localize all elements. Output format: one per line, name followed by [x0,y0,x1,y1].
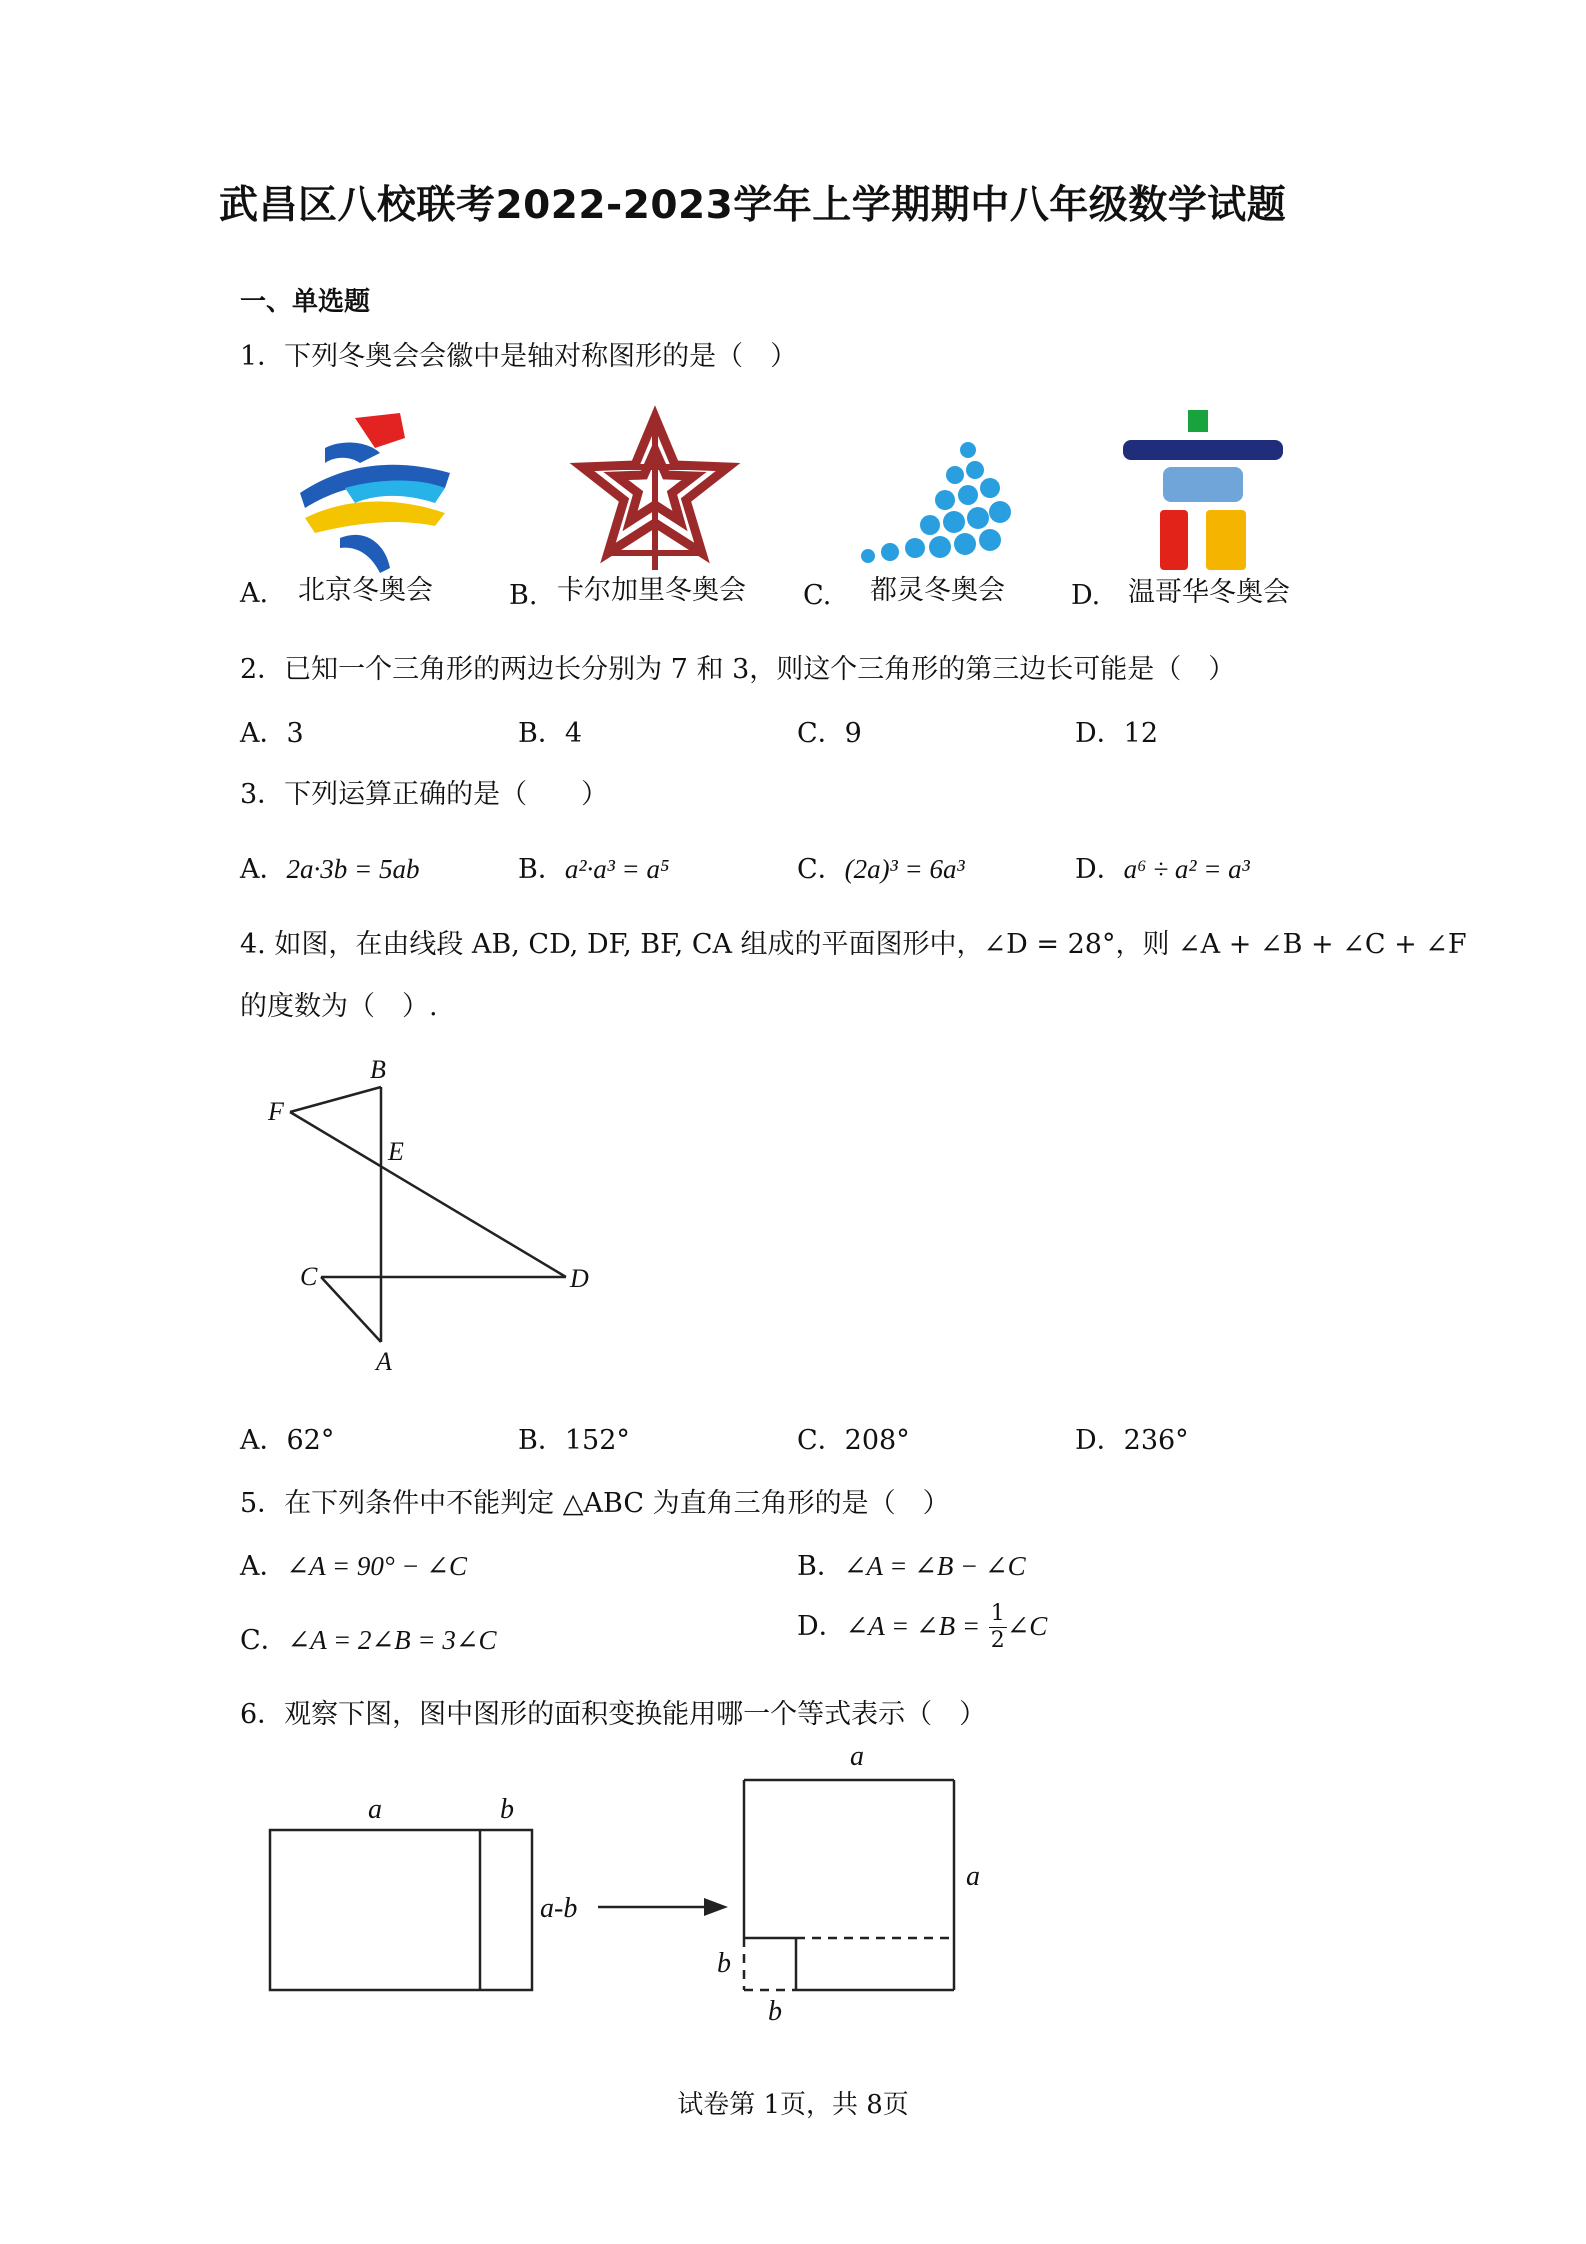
q3-option-d-letter: D． [1075,854,1124,885]
beijing-emblem-icon [285,408,455,578]
q3-option-d-expr: a⁶ ÷ a² = a³ [1123,854,1250,884]
q3-option-d [1075,847,1250,886]
q5-option-c-expr: ∠A = 2∠B = 3∠C [287,1625,497,1655]
label-F: F [268,1097,284,1126]
q1-option-c-caption: 都灵冬奥会 [870,575,1005,606]
q1-option-d-letter: D. [1071,580,1101,611]
page-footer: 试卷第 1页，共 8页 [677,2090,909,2120]
question-4-stem-line1: 4. 如图，在由线段 AB, CD, DF, BF, CA 组成的平面图形中，∠D = 28°，则 ∠A + ∠B + ∠C + ∠F [240,929,1467,960]
label-right-side-a: a [966,1861,980,1892]
q1-option-a-caption: 北京冬奥会 [298,575,433,606]
label-D: D [570,1264,589,1293]
q5-option-d-fraction [989,1603,1007,1652]
fraction-numerator: 1 [990,1601,1005,1626]
question-4-stem-line2: 的度数为（ ）. [240,991,438,1022]
q3-option-c-expr: (2a)³ = 6a³ [844,854,965,884]
q3-option-b [518,847,669,886]
question-2-stem: 2．已知一个三角形的两边长分别为 7 和 3，则这个三角形的第三边长可能是（ ） [240,654,1236,685]
q3-option-c-letter: C． [797,854,845,885]
q1-option-a-letter: A. [240,578,269,609]
q5-option-a-expr: ∠A = 90° − ∠C [286,1551,467,1581]
q5-option-d-expr-post: ∠C [1006,1611,1048,1641]
q4-option-c: C．208° [797,1425,910,1456]
q2-option-c: C．9 [797,718,862,749]
q2-option-b: B．4 [518,718,583,749]
q5-option-d [797,1603,1047,1652]
fraction-denominator: 2 [990,1628,1005,1653]
q5-option-a-letter: A． [240,1551,287,1582]
q4-option-a: A．62° [240,1425,335,1456]
q1-option-c-letter: C. [803,580,832,611]
q5-option-a [240,1544,467,1583]
q5-option-d-expr-pre: ∠A = ∠B = [845,1611,981,1641]
label-C: C [300,1262,318,1291]
label-right-top-a: a [850,1741,864,1772]
q2-option-a: A．3 [240,718,304,749]
q1-option-b-letter: B. [509,580,538,611]
page-title: 武昌区八校联考2022-2023学年上学期期中八年级数学试题 [219,183,1287,228]
vancouver-emblem-icon [1118,405,1288,575]
label-A: A [376,1347,392,1376]
torino-emblem-icon [850,410,1030,570]
label-left-b: b [500,1794,514,1825]
q5-option-d-letter: D． [797,1611,846,1642]
calgary-emblem-icon [570,405,740,575]
q4-option-b: B．152° [518,1425,630,1456]
q5-option-c-letter: C． [240,1625,288,1656]
q3-option-b-expr: a²·a³ = a⁵ [564,854,670,884]
q3-option-a-expr: 2a·3b = 5ab [286,854,420,884]
q2-option-d: D．12 [1075,718,1159,749]
label-left-a: a [368,1794,382,1825]
q1-option-d-caption: 温哥华冬奥会 [1128,577,1290,608]
q3-option-c [797,847,965,886]
label-right-b-bottom: b [768,1996,782,2027]
q3-option-b-letter: B． [518,854,565,885]
label-left-a-minus-b: a-b [540,1893,578,1924]
question-1-stem: 1．下列冬奥会会徽中是轴对称图形的是（ ） [240,341,798,372]
question-5-stem: 5．在下列条件中不能判定 △ABC 为直角三角形的是（ ） [240,1488,950,1519]
question-6-stem: 6．观察下图，图中图形的面积变换能用哪一个等式表示（ ） [240,1699,987,1730]
q1-option-b-caption: 卡尔加里冬奥会 [557,575,746,606]
q5-option-b-letter: B． [797,1551,844,1582]
q3-option-a [240,847,419,886]
q5-option-b-expr: ∠A = ∠B − ∠C [843,1551,1026,1581]
q4-option-d: D．236° [1075,1425,1189,1456]
label-right-b-left: b [717,1948,731,1979]
q6-area-figure [260,1735,1020,2025]
q5-option-b [797,1544,1026,1583]
section-heading: 一、单选题 [240,287,371,317]
q4-geometry-figure [258,1050,598,1376]
label-E: E [388,1137,404,1166]
q5-option-c [240,1618,497,1657]
q3-option-a-letter: A． [240,854,287,885]
question-3-stem: 3．下列运算正确的是（ ） [240,779,609,810]
label-B: B [370,1055,386,1084]
